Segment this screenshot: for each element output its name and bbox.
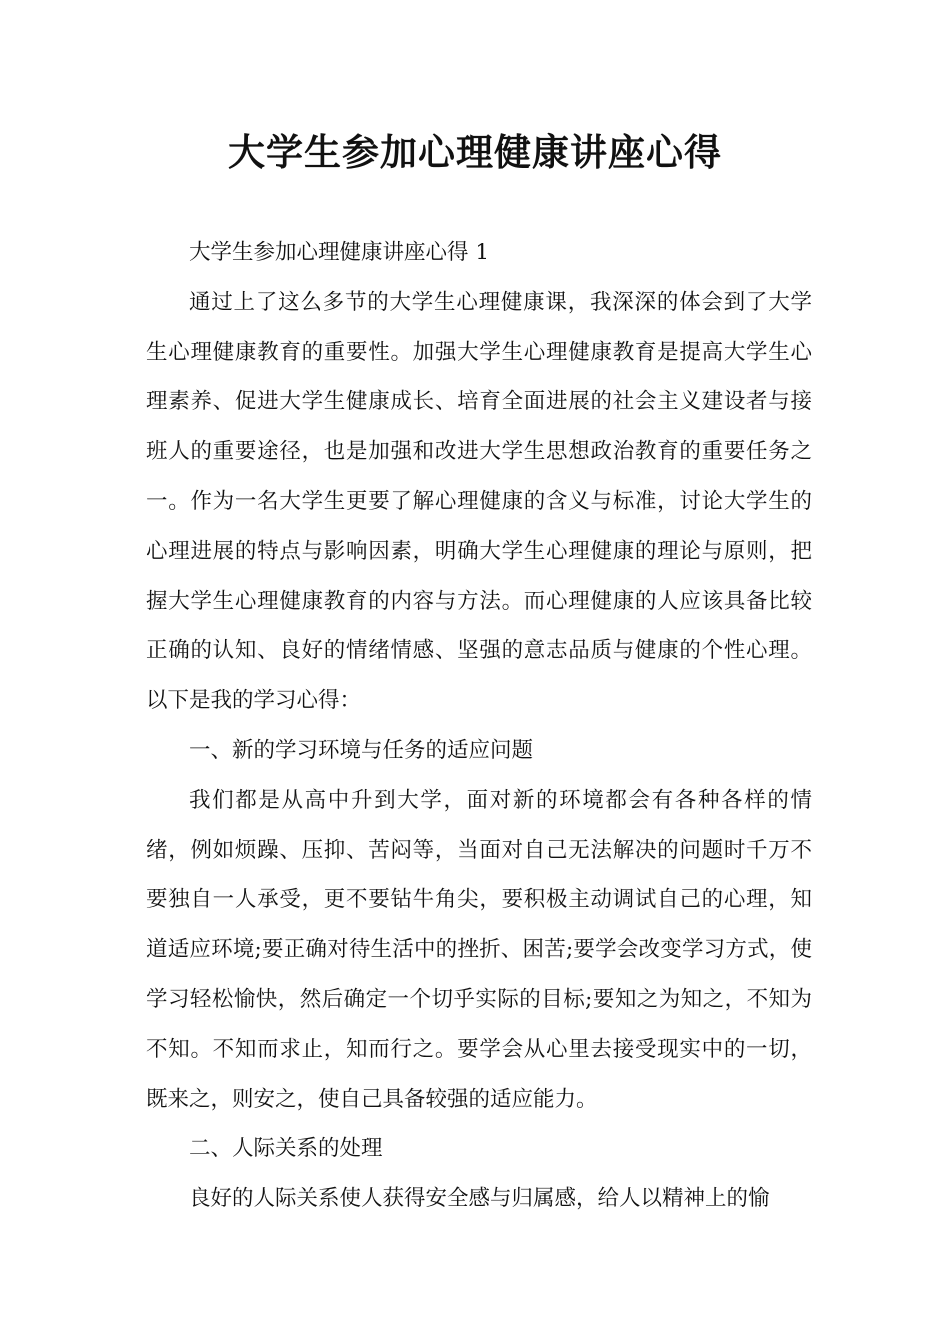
paragraph-adaptation: 我们都是从高中升到大学，面对新的环境都会有各种各样的情绪，例如烦躁、压抑、苦闷等，当面对自己无法解决的问题时千万不要独自一人承受，更不要钻牛角尖，要积极主动调试自己的心理，知道适应环境;要正确对待生活中的挫折、困苦;要学会改变学习方式，使学习轻松愉快，然后确定一个切乎实际的目标;要知之为知之，不知为不知。不知而求止，知而行之。要学会从心里去接受现实中的一切，既来之，则安之，使自己具备较强的适应能力。 [146, 787, 812, 1112]
subheading-adaptation: 一、新的学习环境与任务的适应问题 [189, 737, 534, 763]
section-heading: 大学生参加心理健康讲座心得 1 [189, 240, 490, 265]
subheading-relationships: 二、人际关系的处理 [189, 1136, 383, 1162]
paragraph-relationships: 良好的人际关系使人获得安全感与归属感，给人以精神上的愉 [189, 1186, 770, 1212]
paragraph-intro: 通过上了这么多节的大学生心理健康课，我深深的体会到了大学生心理健康教育的重要性。加强大学生心理健康教育是提高大学生心理素养、促进大学生健康成长、培育全面进展的社会主义建设者与接班人的重要途径，也是加强和改进大学生思想政治教育的重要任务之一。作为一名大学生更要了解心理健康的含义与标准，讨论大学生的心理进展的特点与影响因素，明确大学生心理健康的理论与原则，把握大学生心理健康教育的内容与方法。而心理健康的人应该具备比较正确的认知、良好的情绪情感、坚强的意志品质与健康的个性心理。 以下是我的学习心得： [146, 289, 812, 714]
document-title: 大学生参加心理健康讲座心得 [228, 131, 722, 174]
document-body [146, 228, 812, 1224]
